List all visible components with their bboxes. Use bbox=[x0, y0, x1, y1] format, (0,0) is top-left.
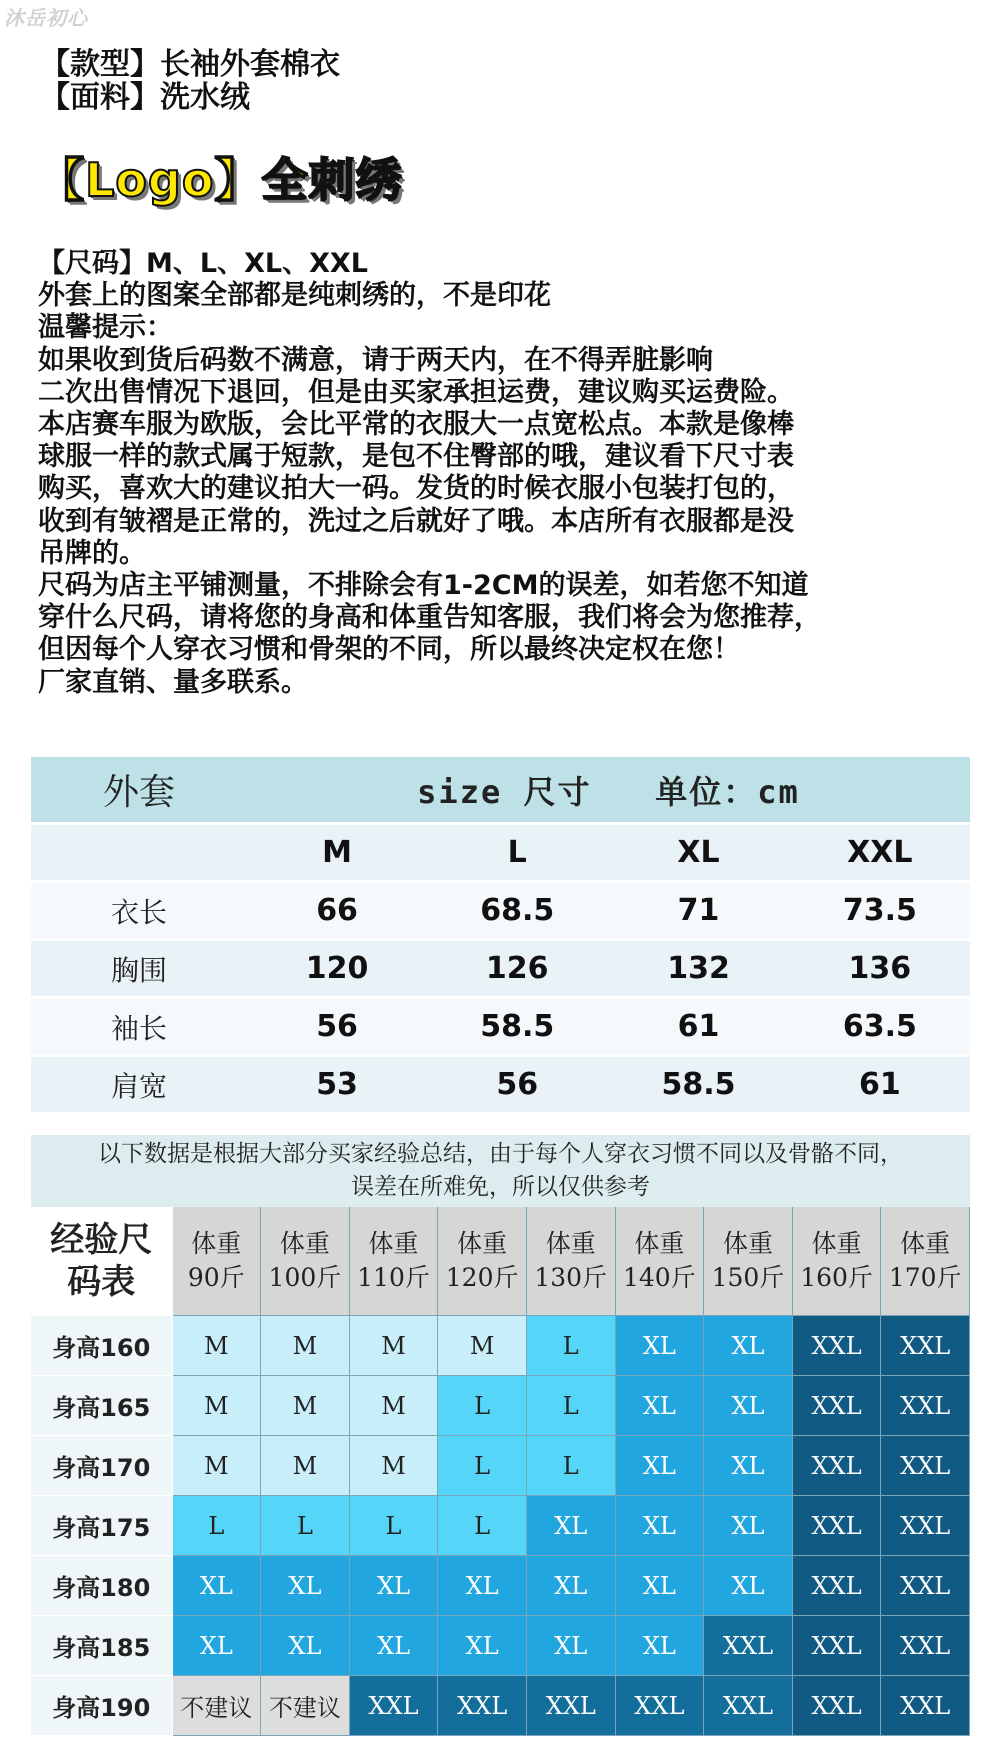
height-label: 身高160 bbox=[31, 1316, 172, 1376]
size-row-sleeve bbox=[31, 998, 970, 1056]
height-label: 身高185 bbox=[31, 1616, 172, 1676]
recommended-size-cell: XXL bbox=[881, 1676, 970, 1736]
weight-header-row bbox=[31, 1207, 970, 1316]
recommended-size-cell: XL bbox=[349, 1616, 438, 1676]
corner-line: 码表 bbox=[67, 1262, 136, 1302]
recommended-size-cell: XXL bbox=[881, 1556, 970, 1616]
recommended-size-cell: XL bbox=[615, 1616, 704, 1676]
recommended-size-cell: M bbox=[172, 1436, 261, 1496]
detail-line: 二次出售情况下退回，但是由买家承担运费，建议购买运费险。 bbox=[38, 376, 794, 408]
garment-label: 外套 bbox=[31, 757, 247, 824]
height-label: 身高190 bbox=[31, 1676, 172, 1736]
recommended-size-cell: M bbox=[172, 1316, 261, 1376]
recommended-size-cell: L bbox=[172, 1496, 261, 1556]
recommended-size-cell: M bbox=[349, 1436, 438, 1496]
size-value: 120 bbox=[247, 940, 427, 998]
height-label: 身高170 bbox=[31, 1436, 172, 1496]
recommended-size-cell: M bbox=[349, 1316, 438, 1376]
size-table bbox=[31, 757, 970, 1115]
weight-col-header bbox=[172, 1207, 261, 1316]
weight-value: 90斤 bbox=[187, 1263, 245, 1292]
size-value: 63.5 bbox=[790, 998, 970, 1056]
size-row-chest bbox=[31, 940, 970, 998]
size-col-header: XL bbox=[607, 824, 789, 882]
recommended-size-cell: M bbox=[261, 1316, 350, 1376]
recommended-size-cell: XL bbox=[261, 1616, 350, 1676]
recommended-size-cell: XL bbox=[704, 1376, 793, 1436]
recommended-size-cell: M bbox=[261, 1376, 350, 1436]
watermark: 沐岳初心 bbox=[4, 6, 88, 30]
detail-line: 尺码为店主平铺测量，不排除会有1-2CM的误差，如若您不知道 bbox=[38, 570, 809, 602]
logo-embroidery-banner: 【Logo】全刺绣 bbox=[38, 153, 403, 207]
recommended-size-cell: XXL bbox=[792, 1556, 881, 1616]
experience-size-chart bbox=[31, 1207, 970, 1736]
recommended-size-cell: XXL bbox=[704, 1616, 793, 1676]
recommended-size-cell: XXL bbox=[881, 1436, 970, 1496]
fabric-line: 【面料】洗水绒 bbox=[40, 80, 250, 115]
height-row bbox=[31, 1556, 970, 1616]
weight-label: 体重 bbox=[634, 1229, 685, 1258]
weight-label: 体重 bbox=[368, 1229, 419, 1258]
detail-line: 本店赛车服为欧版，会比平常的衣服大一点宽松点。本款是像棒 bbox=[38, 409, 794, 441]
recommended-size-cell: XL bbox=[615, 1436, 704, 1496]
size-value: 56 bbox=[427, 1056, 607, 1114]
recommended-size-cell: XXL bbox=[349, 1676, 438, 1736]
recommended-size-cell: XL bbox=[526, 1496, 615, 1556]
recommended-size-cell: XXL bbox=[792, 1676, 881, 1736]
recommended-size-cell: XL bbox=[349, 1556, 438, 1616]
weight-label: 体重 bbox=[545, 1229, 596, 1258]
recommended-size-cell: XXL bbox=[881, 1616, 970, 1676]
detail-line: 穿什么尺码，请将您的身高和体重告知客服，我们将会为您推荐， bbox=[38, 602, 821, 634]
recommended-size-cell: M bbox=[438, 1316, 527, 1376]
detail-line: 如果收到货后码数不满意，请于两天内，在不得弄脏影响 bbox=[38, 344, 713, 376]
recommended-size-cell: 不建议 bbox=[261, 1676, 350, 1736]
weight-col-header bbox=[526, 1207, 615, 1316]
height-row bbox=[31, 1676, 970, 1736]
weight-col-header bbox=[704, 1207, 793, 1316]
height-row bbox=[31, 1316, 970, 1376]
recommended-size-cell: XXL bbox=[881, 1316, 970, 1376]
weight-col-header bbox=[792, 1207, 881, 1316]
recommended-size-cell: XXL bbox=[792, 1616, 881, 1676]
recommended-size-cell: M bbox=[349, 1376, 438, 1436]
size-col-header: L bbox=[427, 824, 607, 882]
recommended-size-cell: XL bbox=[704, 1496, 793, 1556]
corner-line: 经验尺 bbox=[50, 1220, 153, 1260]
recommended-size-cell: M bbox=[172, 1376, 261, 1436]
height-row bbox=[31, 1436, 970, 1496]
recommended-size-cell: 不建议 bbox=[172, 1676, 261, 1736]
height-label: 身高180 bbox=[31, 1556, 172, 1616]
weight-col-header bbox=[615, 1207, 704, 1316]
detail-line: 厂家直销、量多联系。 bbox=[38, 666, 308, 698]
detail-line: 吊牌的。 bbox=[38, 537, 146, 569]
weight-label: 体重 bbox=[457, 1229, 508, 1258]
recommended-size-cell: XL bbox=[615, 1556, 704, 1616]
recommended-size-cell: XL bbox=[615, 1316, 704, 1376]
weight-label: 体重 bbox=[900, 1229, 951, 1258]
size-header-blank bbox=[31, 824, 247, 882]
weight-value: 160斤 bbox=[800, 1263, 873, 1292]
row-label: 袖长 bbox=[31, 998, 247, 1056]
recommended-size-cell: XL bbox=[526, 1556, 615, 1616]
row-label: 胸围 bbox=[31, 940, 247, 998]
recommended-size-cell: XL bbox=[438, 1616, 527, 1676]
size-row-length bbox=[31, 882, 970, 940]
height-row bbox=[31, 1496, 970, 1556]
weight-label: 体重 bbox=[279, 1229, 330, 1258]
size-col-header: XXL bbox=[790, 824, 970, 882]
recommended-size-cell: M bbox=[261, 1436, 350, 1496]
size-table-title: size 尺寸 单位：cm bbox=[247, 757, 970, 824]
size-value: 66 bbox=[247, 882, 427, 940]
size-value: 61 bbox=[607, 998, 789, 1056]
size-row-shoulder bbox=[31, 1056, 970, 1114]
size-value: 58.5 bbox=[427, 998, 607, 1056]
recommended-size-cell: L bbox=[526, 1376, 615, 1436]
detail-line: 温馨提示： bbox=[38, 312, 173, 344]
row-label: 衣长 bbox=[31, 882, 247, 940]
recommended-size-cell: XXL bbox=[526, 1676, 615, 1736]
experience-note bbox=[31, 1135, 970, 1207]
recommended-size-cell: XXL bbox=[792, 1376, 881, 1436]
style-line: 【款型】长袖外套棉衣 bbox=[40, 47, 340, 82]
detail-line: 外套上的图案全部都是纯刺绣的，不是印花 bbox=[38, 280, 551, 312]
recommended-size-cell: XL bbox=[172, 1556, 261, 1616]
note-line: 误差在所难免，所以仅供参考 bbox=[351, 1174, 650, 1200]
size-header-row bbox=[31, 824, 970, 882]
size-value: 136 bbox=[790, 940, 970, 998]
recommended-size-cell: XXL bbox=[704, 1676, 793, 1736]
size-value: 73.5 bbox=[790, 882, 970, 940]
weight-value: 170斤 bbox=[888, 1263, 962, 1292]
height-row bbox=[31, 1376, 970, 1436]
weight-col-header bbox=[881, 1207, 970, 1316]
weight-value: 120斤 bbox=[445, 1263, 519, 1292]
detail-line: 购买，喜欢大的建议拍大一码。发货的时候衣服小包装打包的， bbox=[38, 473, 794, 505]
recommended-size-cell: L bbox=[438, 1376, 527, 1436]
recommended-size-cell: XL bbox=[615, 1376, 704, 1436]
weight-col-header bbox=[261, 1207, 350, 1316]
recommended-size-cell: XL bbox=[704, 1316, 793, 1376]
size-line: 【尺码】M、L、XL、XXL bbox=[38, 248, 368, 279]
detail-line: 球服一样的款式属于短款，是包不住臀部的哦，建议看下尺寸表 bbox=[38, 441, 794, 473]
size-value: 53 bbox=[247, 1056, 427, 1114]
weight-col-header bbox=[438, 1207, 527, 1316]
recommended-size-cell: XL bbox=[438, 1556, 527, 1616]
note-line: 以下数据是根据大部分买家经验总结，由于每个人穿衣习惯不同以及骨骼不同， bbox=[98, 1141, 903, 1167]
height-label: 身高165 bbox=[31, 1376, 172, 1436]
weight-col-header bbox=[349, 1207, 438, 1316]
detail-line: 但因每个人穿衣习惯和骨架的不同，所以最终决定权在您！ bbox=[38, 634, 740, 666]
recommended-size-cell: XL bbox=[615, 1496, 704, 1556]
recommended-size-cell: XL bbox=[526, 1616, 615, 1676]
recommended-size-cell: L bbox=[526, 1316, 615, 1376]
product-details bbox=[38, 248, 968, 699]
height-label: 身高175 bbox=[31, 1496, 172, 1556]
size-value: 61 bbox=[790, 1056, 970, 1114]
size-value: 71 bbox=[607, 882, 789, 940]
recommended-size-cell: XXL bbox=[615, 1676, 704, 1736]
weight-value: 130斤 bbox=[534, 1263, 608, 1292]
size-value: 132 bbox=[607, 940, 789, 998]
recommended-size-cell: XXL bbox=[881, 1376, 970, 1436]
weight-value: 140斤 bbox=[622, 1263, 696, 1292]
weight-value: 150斤 bbox=[711, 1263, 785, 1292]
detail-line: 收到有皱褶是正常的，洗过之后就好了哦。本店所有衣服都是没 bbox=[38, 505, 794, 537]
recommended-size-cell: XL bbox=[704, 1436, 793, 1496]
weight-label: 体重 bbox=[811, 1229, 862, 1258]
recommended-size-cell: L bbox=[526, 1436, 615, 1496]
row-label: 肩宽 bbox=[31, 1056, 247, 1114]
recommended-size-cell: L bbox=[261, 1496, 350, 1556]
recommended-size-cell: XXL bbox=[792, 1496, 881, 1556]
recommended-size-cell: XXL bbox=[438, 1676, 527, 1736]
recommended-size-cell: L bbox=[349, 1496, 438, 1556]
product-intro bbox=[40, 48, 340, 114]
recommended-size-cell: XL bbox=[261, 1556, 350, 1616]
weight-value: 110斤 bbox=[357, 1263, 430, 1292]
height-row bbox=[31, 1616, 970, 1676]
weight-value: 100斤 bbox=[268, 1263, 342, 1292]
size-value: 126 bbox=[427, 940, 607, 998]
weight-label: 体重 bbox=[722, 1229, 773, 1258]
size-value: 58.5 bbox=[607, 1056, 789, 1114]
recommended-size-cell: XXL bbox=[792, 1436, 881, 1496]
size-value: 56 bbox=[247, 998, 427, 1056]
recommended-size-cell: L bbox=[438, 1496, 527, 1556]
recommended-size-cell: XXL bbox=[881, 1496, 970, 1556]
recommended-size-cell: XL bbox=[704, 1556, 793, 1616]
recommended-size-cell: XXL bbox=[792, 1316, 881, 1376]
recommended-size-cell: XL bbox=[172, 1616, 261, 1676]
chart-corner-label bbox=[31, 1207, 172, 1316]
recommended-size-cell: L bbox=[438, 1436, 527, 1496]
weight-label: 体重 bbox=[191, 1229, 242, 1258]
size-table-header bbox=[31, 757, 970, 824]
size-value: 68.5 bbox=[427, 882, 607, 940]
detail-lines bbox=[38, 280, 968, 699]
size-col-header: M bbox=[247, 824, 427, 882]
